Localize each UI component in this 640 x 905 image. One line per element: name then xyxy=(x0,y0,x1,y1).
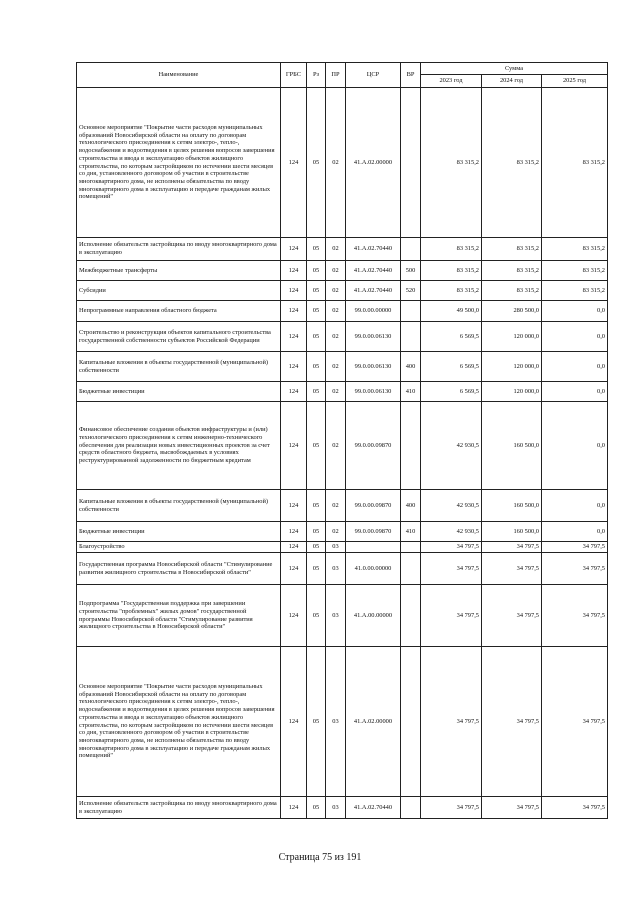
cell-pr: 02 xyxy=(326,238,346,261)
cell-2025: 0,0 xyxy=(542,522,608,542)
cell-2024: 34 797,5 xyxy=(482,797,542,819)
cell-pr: 02 xyxy=(326,301,346,322)
cell-rz: 05 xyxy=(307,647,326,797)
cell-2024: 280 500,0 xyxy=(482,301,542,322)
cell-pr: 02 xyxy=(326,322,346,352)
cell-grbs: 124 xyxy=(281,647,307,797)
cell-name: Бюджетные инвестиции xyxy=(77,382,281,402)
cell-vr xyxy=(401,797,421,819)
cell-grbs: 124 xyxy=(281,352,307,382)
cell-2024: 83 315,2 xyxy=(482,88,542,238)
cell-grbs: 124 xyxy=(281,522,307,542)
cell-grbs: 124 xyxy=(281,382,307,402)
cell-name: Государственная программа Новосибирской области "Стимулирование развития жилищного строительства в Новосибирской области" xyxy=(77,553,281,585)
cell-name: Капитальные вложения в объекты государственной (муниципальной) собственности xyxy=(77,490,281,522)
cell-rz: 05 xyxy=(307,301,326,322)
cell-csr: 99.0.00.09870 xyxy=(346,522,401,542)
cell-vr xyxy=(401,542,421,553)
cell-2025: 0,0 xyxy=(542,322,608,352)
cell-vr: 500 xyxy=(401,261,421,281)
cell-name: Благоустройство xyxy=(77,542,281,553)
table-row xyxy=(77,88,608,238)
cell-2025: 83 315,2 xyxy=(542,238,608,261)
cell-csr: 99.0.00.00000 xyxy=(346,301,401,322)
cell-rz: 05 xyxy=(307,553,326,585)
cell-rz: 05 xyxy=(307,281,326,301)
cell-pr: 03 xyxy=(326,797,346,819)
cell-csr: 99.0.00.06130 xyxy=(346,352,401,382)
cell-vr xyxy=(401,647,421,797)
cell-rz: 05 xyxy=(307,322,326,352)
cell-2023: 6 569,5 xyxy=(421,352,482,382)
cell-vr xyxy=(401,585,421,647)
cell-pr: 02 xyxy=(326,352,346,382)
cell-csr: 41.А.02.00000 xyxy=(346,647,401,797)
cell-2024: 34 797,5 xyxy=(482,553,542,585)
cell-grbs: 124 xyxy=(281,281,307,301)
cell-2023: 83 315,2 xyxy=(421,88,482,238)
table-row xyxy=(77,553,608,585)
cell-vr xyxy=(401,553,421,585)
cell-pr: 03 xyxy=(326,553,346,585)
table-row xyxy=(77,322,608,352)
table-row xyxy=(77,490,608,522)
cell-pr: 03 xyxy=(326,585,346,647)
cell-2025: 34 797,5 xyxy=(542,647,608,797)
cell-2023: 49 500,0 xyxy=(421,301,482,322)
header-rz: Рз xyxy=(307,63,326,88)
cell-2024: 34 797,5 xyxy=(482,647,542,797)
cell-2023: 34 797,5 xyxy=(421,542,482,553)
cell-grbs: 124 xyxy=(281,238,307,261)
cell-2023: 42 930,5 xyxy=(421,522,482,542)
cell-2023: 42 930,5 xyxy=(421,490,482,522)
cell-2025: 83 315,2 xyxy=(542,88,608,238)
cell-2024: 83 315,2 xyxy=(482,238,542,261)
cell-csr: 41.А.02.70440 xyxy=(346,261,401,281)
cell-2023: 34 797,5 xyxy=(421,797,482,819)
cell-vr: 400 xyxy=(401,490,421,522)
cell-rz: 05 xyxy=(307,88,326,238)
table-row xyxy=(77,281,608,301)
cell-2025: 34 797,5 xyxy=(542,542,608,553)
cell-2023: 83 315,2 xyxy=(421,261,482,281)
table-row xyxy=(77,522,608,542)
cell-name: Финансовое обеспечение создания объектов инфраструктуры и (или) технологического присоединения к сетям инженерно-технического обеспечения для реализации новых инвестиционных проектов за счет средств областного бюджета, высвобождаемых в условиях реструктурированной задолженности по бюджетным кредитам xyxy=(77,402,281,490)
cell-csr: 41.А.00.00000 xyxy=(346,585,401,647)
cell-pr: 03 xyxy=(326,542,346,553)
cell-vr xyxy=(401,301,421,322)
cell-rz: 05 xyxy=(307,352,326,382)
cell-grbs: 124 xyxy=(281,585,307,647)
cell-csr: 99.0.00.06130 xyxy=(346,382,401,402)
cell-name: Межбюджетные трансферты xyxy=(77,261,281,281)
cell-vr xyxy=(401,322,421,352)
cell-pr: 02 xyxy=(326,261,346,281)
cell-rz: 05 xyxy=(307,490,326,522)
cell-2024: 120 000,0 xyxy=(482,352,542,382)
cell-pr: 03 xyxy=(326,647,346,797)
cell-2024: 34 797,5 xyxy=(482,542,542,553)
header-grbs: ГРБС xyxy=(281,63,307,88)
cell-rz: 05 xyxy=(307,238,326,261)
cell-grbs: 124 xyxy=(281,322,307,352)
table-row xyxy=(77,301,608,322)
cell-name: Непрограммные направления областного бюджета xyxy=(77,301,281,322)
cell-grbs: 124 xyxy=(281,490,307,522)
header-sum: Сумма xyxy=(421,63,608,75)
cell-2023: 34 797,5 xyxy=(421,647,482,797)
table-row xyxy=(77,382,608,402)
cell-2025: 83 315,2 xyxy=(542,281,608,301)
cell-csr: 99.0.00.06130 xyxy=(346,322,401,352)
table-row xyxy=(77,542,608,553)
cell-2023: 42 930,5 xyxy=(421,402,482,490)
cell-vr xyxy=(401,402,421,490)
cell-pr: 02 xyxy=(326,88,346,238)
table-row xyxy=(77,238,608,261)
cell-pr: 02 xyxy=(326,402,346,490)
cell-grbs: 124 xyxy=(281,402,307,490)
cell-2023: 34 797,5 xyxy=(421,553,482,585)
cell-rz: 05 xyxy=(307,542,326,553)
cell-grbs: 124 xyxy=(281,261,307,281)
header-vr: ВР xyxy=(401,63,421,88)
header-year-2025: 2025 год xyxy=(542,75,608,88)
table-row xyxy=(77,261,608,281)
page-number: Страница 75 из 191 xyxy=(278,852,362,863)
cell-rz: 05 xyxy=(307,585,326,647)
cell-rz: 05 xyxy=(307,797,326,819)
cell-vr: 410 xyxy=(401,522,421,542)
cell-2025: 0,0 xyxy=(542,301,608,322)
cell-vr: 520 xyxy=(401,281,421,301)
cell-grbs: 124 xyxy=(281,88,307,238)
cell-2025: 0,0 xyxy=(542,352,608,382)
header-pr: ПР xyxy=(326,63,346,88)
cell-vr: 400 xyxy=(401,352,421,382)
cell-grbs: 124 xyxy=(281,542,307,553)
cell-rz: 05 xyxy=(307,261,326,281)
cell-csr: 41.А.02.70440 xyxy=(346,797,401,819)
cell-2024: 120 000,0 xyxy=(482,322,542,352)
cell-name: Капитальные вложения в объекты государственной (муниципальной) собственности xyxy=(77,352,281,382)
cell-csr: 99.0.00.09870 xyxy=(346,402,401,490)
cell-2025: 34 797,5 xyxy=(542,585,608,647)
cell-vr xyxy=(401,238,421,261)
cell-2025: 34 797,5 xyxy=(542,553,608,585)
cell-pr: 02 xyxy=(326,490,346,522)
cell-2024: 83 315,2 xyxy=(482,281,542,301)
cell-name: Субсидии xyxy=(77,281,281,301)
cell-2025: 83 315,2 xyxy=(542,261,608,281)
cell-pr: 02 xyxy=(326,281,346,301)
cell-2023: 6 569,5 xyxy=(421,382,482,402)
cell-grbs: 124 xyxy=(281,301,307,322)
cell-csr: 99.0.00.09870 xyxy=(346,490,401,522)
cell-rz: 05 xyxy=(307,402,326,490)
cell-2023: 83 315,2 xyxy=(421,238,482,261)
cell-pr: 02 xyxy=(326,382,346,402)
cell-csr: 41.А.02.70440 xyxy=(346,238,401,261)
cell-vr xyxy=(401,88,421,238)
cell-grbs: 124 xyxy=(281,553,307,585)
table-row xyxy=(77,647,608,797)
cell-2025: 0,0 xyxy=(542,490,608,522)
header-name: Наименование xyxy=(77,63,281,88)
cell-2025: 0,0 xyxy=(542,382,608,402)
header-csr: ЦСР xyxy=(346,63,401,88)
cell-2024: 83 315,2 xyxy=(482,261,542,281)
table-row xyxy=(77,585,608,647)
cell-name: Строительство и реконструкция объектов капитального строительства государственной собственности субъектов Российской Федерации xyxy=(77,322,281,352)
cell-csr: 41.А.02.70440 xyxy=(346,281,401,301)
cell-2025: 0,0 xyxy=(542,402,608,490)
cell-vr: 410 xyxy=(401,382,421,402)
table-row xyxy=(77,402,608,490)
cell-csr xyxy=(346,542,401,553)
cell-2023: 83 315,2 xyxy=(421,281,482,301)
cell-2024: 160 500,0 xyxy=(482,522,542,542)
cell-rz: 05 xyxy=(307,382,326,402)
cell-2023: 34 797,5 xyxy=(421,585,482,647)
cell-2024: 34 797,5 xyxy=(482,585,542,647)
cell-rz: 05 xyxy=(307,522,326,542)
header-year-2023: 2023 год xyxy=(421,75,482,88)
table-row xyxy=(77,352,608,382)
cell-name: Исполнение обязательств застройщика по вводу многоквартирного дома в эксплуатацию xyxy=(77,238,281,261)
cell-2024: 160 500,0 xyxy=(482,402,542,490)
cell-2023: 6 569,5 xyxy=(421,322,482,352)
cell-csr: 41.А.02.00000 xyxy=(346,88,401,238)
header-year-2024: 2024 год xyxy=(482,75,542,88)
cell-2025: 34 797,5 xyxy=(542,797,608,819)
table-row xyxy=(77,797,608,819)
cell-2024: 120 000,0 xyxy=(482,382,542,402)
cell-name: Основное мероприятие "Покрытие части расходов муниципальных образований Новосибирской области на оплату по договорам технологического присоединения к сетям электро-, тепло-, водоснабжения и водоотведения в целях решения вопросов завершения строительства и ввода в эксплуатацию объектов жилищного строительства, по которым застройщиком по истечении шести месяцев со дня, установленного договором об участии в строительстве многоквартирного дома, не исполнены обязательства по вводу многоквартирного дома в эксплуатацию и передаче гражданам жилых помещений" xyxy=(77,88,281,238)
cell-pr: 02 xyxy=(326,522,346,542)
cell-grbs: 124 xyxy=(281,797,307,819)
cell-name: Бюджетные инвестиции xyxy=(77,522,281,542)
cell-name: Основное мероприятие "Покрытие части расходов муниципальных образований Новосибирской области на оплату по договорам технологического присоединения к сетям электро-, тепло-, водоснабжения и водоотведения в целях решения вопросов завершения строительства и ввода в эксплуатацию объектов жилищного строительства, по которым застройщиком по истечении шести месяцев со дня, установленного договором об участии в строительстве многоквартирного дома, не исполнены обязательства по вводу многоквартирного дома в эксплуатацию и передаче гражданам жилых помещений" xyxy=(77,647,281,797)
cell-csr: 41.0.00.00000 xyxy=(346,553,401,585)
budget-table xyxy=(76,62,608,819)
cell-name: Подпрограмма "Государственная поддержка при завершении строительства "проблемных" жилых домов" государственной программы Новосибирской области "Стимулирование развития жилищного строительства в Новосибирской области" xyxy=(77,585,281,647)
cell-name: Исполнение обязательств застройщика по вводу многоквартирного дома в эксплуатацию xyxy=(77,797,281,819)
cell-2024: 160 500,0 xyxy=(482,490,542,522)
